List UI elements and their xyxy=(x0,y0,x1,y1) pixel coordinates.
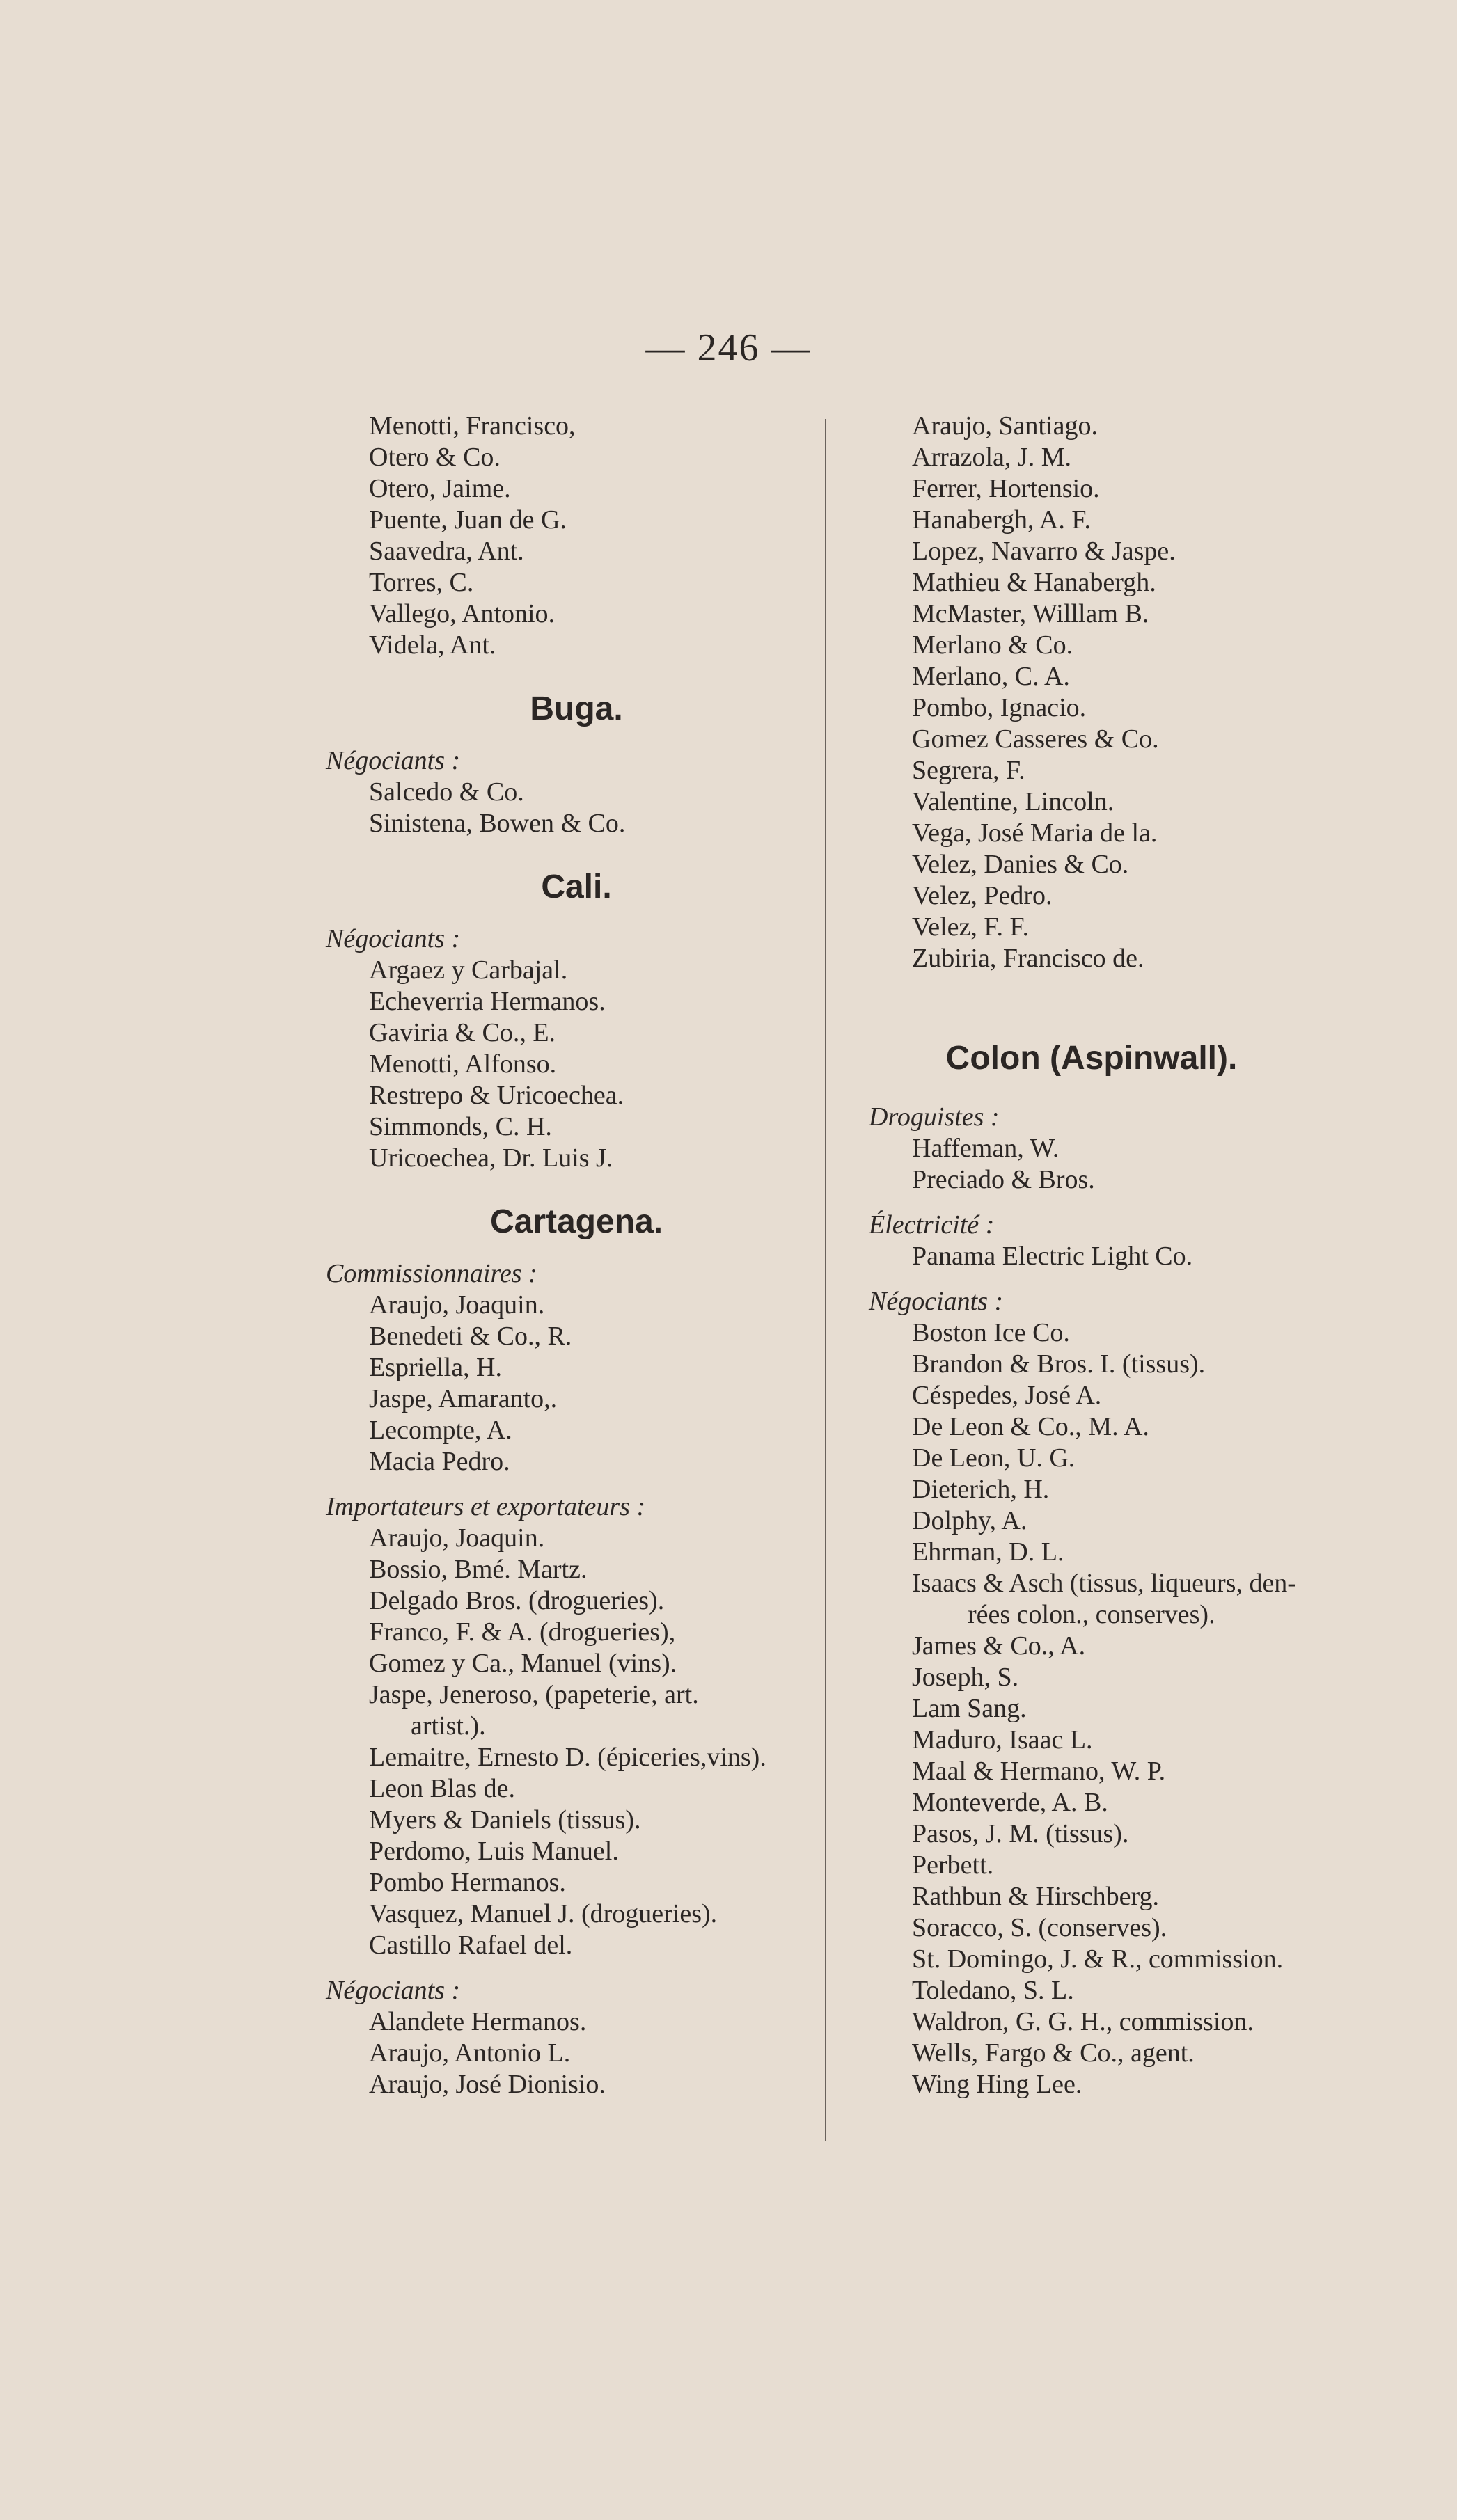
list-item: Araujo, Joaquin. xyxy=(369,1290,545,1320)
list-item: Arrazola, J. M. xyxy=(912,443,1071,472)
list-item: Preciado & Bros. xyxy=(912,1165,1095,1194)
list-item: Perbett. xyxy=(912,1851,994,1880)
list-item: Lopez, Navarro & Jaspe. xyxy=(912,537,1176,566)
list-item: Monteverde, A. B. xyxy=(912,1788,1108,1817)
list-item: Pombo Hermanos. xyxy=(369,1868,566,1897)
list-item: Maal & Hermano, W. P. xyxy=(912,1757,1166,1786)
list-item: Joseph, S. xyxy=(912,1663,1019,1692)
city-heading-colon: Colon (Aspinwall). xyxy=(945,1040,1238,1077)
list-item: Waldron, G. G. H., commission. xyxy=(912,2007,1254,2036)
left-top-list xyxy=(326,411,827,661)
list-item: Argaez y Carbajal. xyxy=(369,956,568,985)
list-item: Restrepo & Uricoechea. xyxy=(369,1081,624,1110)
list-item: Haffeman, W. xyxy=(912,1134,1060,1163)
right-top-list xyxy=(869,411,1314,974)
list-item: Espriella, H. xyxy=(369,1353,503,1382)
list-item: Toledano, S. L. xyxy=(912,1976,1074,2005)
list-item: McMaster, Willlam B. xyxy=(912,599,1149,628)
list-item: Macia Pedro. xyxy=(369,1447,510,1476)
list-item: Rathbun & Hirschberg. xyxy=(912,1882,1159,1911)
list-item: Soracco, S. (conserves). xyxy=(912,1913,1167,1942)
list-item: Dieterich, H. xyxy=(912,1475,1050,1504)
list-item: Bossio, Bmé. Martz. xyxy=(369,1555,588,1584)
list-item: Menotti, Alfonso. xyxy=(369,1049,557,1079)
list-item: Menotti, Francisco, xyxy=(369,411,576,441)
list-item: Araujo, Joaquin. xyxy=(369,1523,545,1553)
list-item: Ferrer, Hortensio. xyxy=(912,474,1100,503)
list-item: Boston Ice Co. xyxy=(912,1318,1070,1347)
list-item: Lemaitre, Ernesto D. (épiceries,vins). xyxy=(369,1743,766,1772)
list-item: Salcedo & Co. xyxy=(369,777,524,807)
list-item: Valentine, Lincoln. xyxy=(912,787,1115,816)
list-item: Torres, C. xyxy=(369,568,474,597)
list-item: Gomez y Ca., Manuel (vins). xyxy=(369,1649,677,1678)
list-item: Franco, F. & A. (drogueries), xyxy=(369,1617,676,1647)
list-item: James & Co., A. xyxy=(912,1631,1086,1661)
category-label: Importateurs et exportateurs : xyxy=(326,1492,646,1521)
list-item: Puente, Juan de G. xyxy=(369,505,567,534)
list-item: Céspedes, José A. xyxy=(912,1381,1102,1410)
city-heading-buga: Buga. xyxy=(530,690,623,727)
list-item: Vasquez, Manuel J. (drogueries). xyxy=(369,1899,718,1928)
list-item: Merlano & Co. xyxy=(912,631,1073,660)
list-item: Otero & Co. xyxy=(369,443,501,472)
list-item-continuation: artist.). xyxy=(411,1711,486,1741)
list-item: Lam Sang. xyxy=(912,1694,1027,1723)
list-item: Isaacs & Asch (tissus, liqueurs, den- xyxy=(912,1569,1296,1598)
list-item: Simmonds, C. H. xyxy=(369,1112,552,1141)
list-item: De Leon, U. G. xyxy=(912,1443,1076,1473)
list-item: Hanabergh, A. F. xyxy=(912,505,1091,534)
list-item: Jaspe, Jeneroso, (papeterie, art. xyxy=(369,1680,699,1709)
city-heading-cali: Cali. xyxy=(541,869,612,905)
left-column xyxy=(326,411,827,2100)
list-item: Maduro, Isaac L. xyxy=(912,1725,1093,1754)
category-label: Électricité : xyxy=(869,1210,995,1239)
list-item: Velez, F. F. xyxy=(912,912,1030,942)
list-item: Uricoechea, Dr. Luis J. xyxy=(369,1143,613,1173)
list-item: Pombo, Ignacio. xyxy=(912,693,1087,722)
list-item: Myers & Daniels (tissus). xyxy=(369,1805,641,1834)
list-item: Lecompte, A. xyxy=(369,1416,512,1445)
category-label: Négociants : xyxy=(869,1287,1004,1316)
list-item: Merlano, C. A. xyxy=(912,662,1070,691)
list-item: Otero, Jaime. xyxy=(369,474,511,503)
list-item: Alandete Hermanos. xyxy=(369,2007,587,2036)
list-item: Videla, Ant. xyxy=(369,631,496,660)
list-item: Araujo, Antonio L. xyxy=(369,2038,571,2068)
page-number: — 246 — xyxy=(645,326,812,370)
list-item: Araujo, Santiago. xyxy=(912,411,1098,441)
list-item: Dolphy, A. xyxy=(912,1506,1027,1535)
list-item: Mathieu & Hanabergh. xyxy=(912,568,1156,597)
list-item: De Leon & Co., M. A. xyxy=(912,1412,1149,1441)
list-item: Vega, José Maria de la. xyxy=(912,818,1158,848)
list-item: Echeverria Hermanos. xyxy=(369,987,606,1016)
list-item: Zubiria, Francisco de. xyxy=(912,944,1144,973)
city-heading-cartagena: Cartagena. xyxy=(489,1203,663,1240)
list-item: Velez, Pedro. xyxy=(912,881,1053,910)
category-label: Négociants : xyxy=(326,924,461,953)
right-column xyxy=(869,411,1314,2100)
list-item-continuation: rées colon., conserves). xyxy=(968,1600,1215,1629)
list-item: Sinistena, Bowen & Co. xyxy=(369,809,626,838)
list-item: Vallego, Antonio. xyxy=(369,599,556,628)
category-label: Droguistes : xyxy=(869,1102,1000,1132)
list-item: Wells, Fargo & Co., agent. xyxy=(912,2038,1195,2068)
category-label: Négociants : xyxy=(326,1976,461,2005)
list-item: Gaviria & Co., E. xyxy=(369,1018,556,1047)
list-item: Benedeti & Co., R. xyxy=(369,1322,572,1351)
list-item: Wing Hing Lee. xyxy=(912,2070,1082,2099)
list-item: Velez, Danies & Co. xyxy=(912,850,1129,879)
list-item: Brandon & Bros. I. (tissus). xyxy=(912,1349,1206,1379)
list-item: Pasos, J. M. (tissus). xyxy=(912,1819,1129,1848)
list-item: St. Domingo, J. & R., commission. xyxy=(912,1944,1284,1974)
category-label: Négociants : xyxy=(326,746,461,775)
list-item: Leon Blas de. xyxy=(369,1774,516,1803)
list-item: Araujo, José Dionisio. xyxy=(369,2070,606,2099)
list-item: Panama Electric Light Co. xyxy=(912,1242,1193,1271)
list-item: Jaspe, Amaranto,. xyxy=(369,1384,558,1413)
list-item: Ehrman, D. L. xyxy=(912,1537,1064,1567)
list-item: Delgado Bros. (drogueries). xyxy=(369,1586,665,1615)
list-item: Perdomo, Luis Manuel. xyxy=(369,1837,619,1866)
category-label: Commissionnaires : xyxy=(326,1259,537,1288)
list-item: Segrera, F. xyxy=(912,756,1025,785)
list-item: Gomez Casseres & Co. xyxy=(912,724,1159,754)
list-item: Saavedra, Ant. xyxy=(369,537,524,566)
list-item: Castillo Rafael del. xyxy=(369,1931,573,1960)
